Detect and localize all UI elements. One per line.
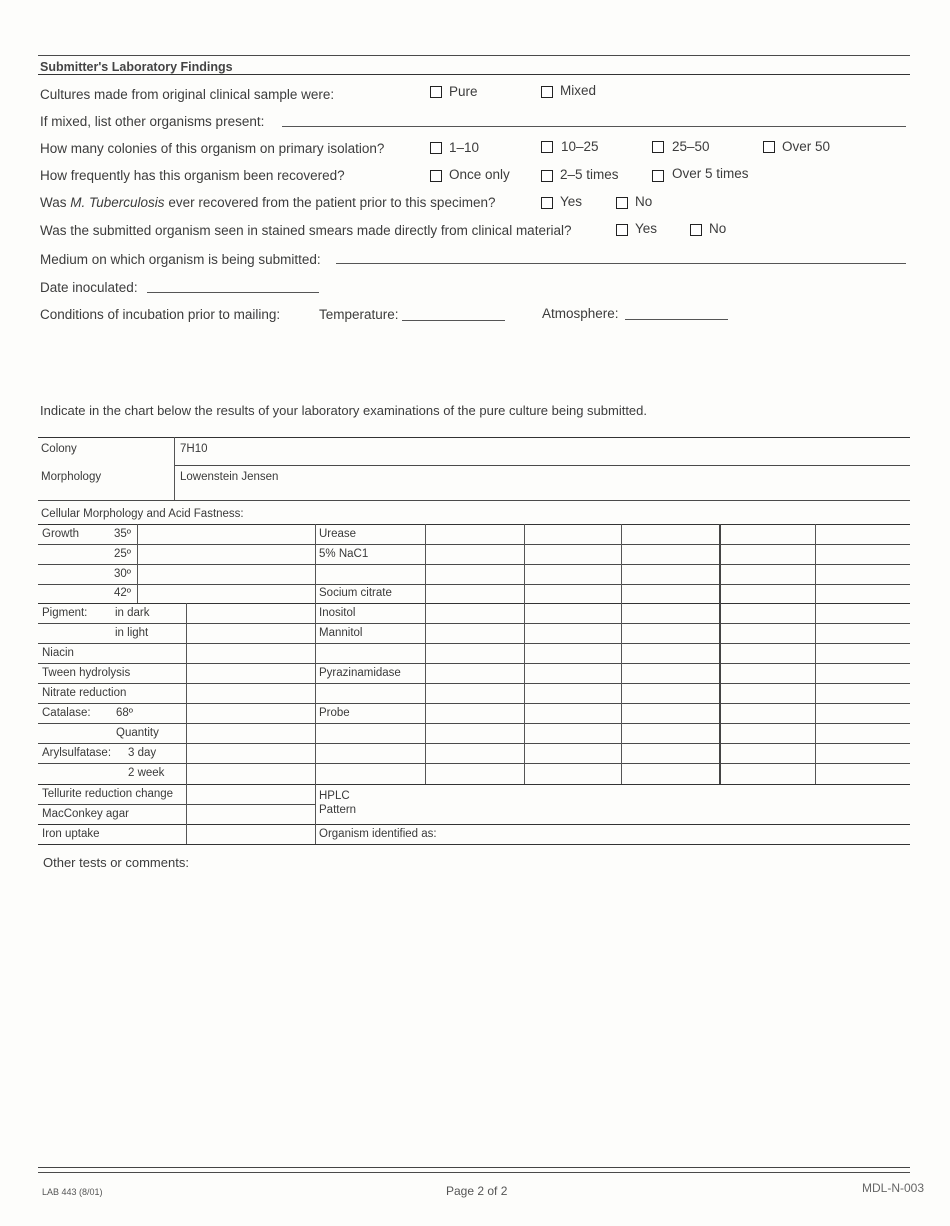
footer-rule-1	[38, 1167, 910, 1168]
right-col-divider-2	[524, 524, 525, 784]
arylsulfatase-label: Arylsulfatase:	[42, 747, 112, 759]
form-number: LAB 443 (8/01)	[42, 1187, 103, 1197]
tb-yes-label: Yes	[560, 194, 583, 209]
grid-row-rule	[38, 544, 910, 545]
nacl-label: 5% NaC1	[319, 548, 369, 560]
growth-temp-divider	[137, 524, 138, 603]
hplc-label: HPLC	[319, 790, 350, 802]
grid-row-rule	[38, 683, 910, 684]
growth-label: Growth	[42, 528, 80, 540]
colony-divider	[174, 437, 175, 500]
center-divider	[315, 524, 316, 844]
aryl-2week-label: 2 week	[128, 767, 165, 779]
grid-row-rule	[38, 643, 910, 644]
tb-question-prefix: Was	[40, 195, 67, 210]
grid-row-rule	[38, 623, 910, 624]
pigment-light-label: in light	[115, 627, 149, 639]
top-rule	[38, 55, 910, 56]
medium-lj: Lowenstein Jensen	[180, 471, 279, 483]
colonies-1-10-checkbox[interactable]	[430, 142, 442, 154]
growth-42-label: 42º	[114, 587, 131, 599]
two-five-times-label: 2–5 times	[560, 167, 619, 182]
mixed-checkbox[interactable]	[541, 86, 553, 98]
date-inoculated-label: Date inoculated:	[40, 280, 138, 295]
growth-30-label: 30º	[114, 568, 131, 580]
grid-top-rule	[38, 524, 910, 525]
medium-question: Medium on which organism is being submitted:	[40, 252, 321, 267]
grid-bottom-rule	[38, 844, 910, 845]
page-number: Page 2 of 2	[446, 1184, 508, 1198]
colonies-over-50-checkbox[interactable]	[763, 141, 775, 153]
smear-yes-checkbox[interactable]	[616, 224, 628, 236]
niacin-label: Niacin	[42, 647, 74, 659]
chart-intro: Indicate in the chart below the results of your laboratory examinations of the pure culture being submitted.	[40, 403, 648, 418]
right-col-divider-5	[815, 524, 816, 784]
catalase-label: Catalase:	[42, 707, 91, 719]
once-only-checkbox[interactable]	[430, 170, 442, 182]
colony-top-rule	[38, 437, 910, 438]
once-only-label: Once only	[449, 167, 510, 182]
mannitol-label: Mannitol	[319, 627, 363, 639]
medium-field[interactable]	[336, 263, 906, 264]
citrate-label: Socium citrate	[319, 587, 392, 599]
other-tests-label: Other tests or comments:	[43, 855, 189, 870]
tb-yes-checkbox[interactable]	[541, 197, 553, 209]
colonies-10-25-checkbox[interactable]	[541, 141, 553, 153]
colony-label: Colony	[41, 443, 77, 455]
section-title: Submitter's Laboratory Findings	[40, 60, 233, 74]
colonies-25-50-label: 25–50	[672, 139, 710, 154]
urease-label: Urease	[319, 528, 357, 540]
pigment-label: Pigment:	[42, 607, 88, 619]
medium-7h10: 7H10	[180, 443, 208, 455]
two-five-times-checkbox[interactable]	[541, 170, 553, 182]
pure-checkbox[interactable]	[430, 86, 442, 98]
colony-mid-rule	[174, 465, 910, 466]
smear-no-checkbox[interactable]	[690, 224, 702, 236]
grid-row-rule	[38, 784, 910, 785]
growth-25-label: 25º	[114, 548, 131, 560]
tb-question-organism: M. Tuberculosis	[70, 195, 165, 210]
mixed-organisms-field[interactable]	[282, 126, 906, 127]
probe-label: Probe	[319, 707, 350, 719]
conditions-label: Conditions of incubation prior to mailing:	[40, 307, 281, 322]
tb-no-label: No	[635, 194, 653, 209]
morphology-label: Morphology	[41, 471, 102, 483]
cultures-question: Cultures made from original clinical sample were:	[40, 87, 335, 102]
growth-35-label: 35º	[114, 528, 131, 540]
document-stamp: MDL-N-003	[862, 1181, 925, 1195]
date-inoculated-field[interactable]	[147, 292, 319, 293]
quantity-label: Quantity	[116, 727, 159, 739]
hplc-pattern-label: Pattern	[319, 804, 357, 816]
smear-question: Was the submitted organism seen in stained smears made directly from clinical material?	[40, 223, 572, 238]
tellurite-label: Tellurite reduction change	[42, 788, 174, 800]
grid-row-rule	[38, 663, 910, 664]
smear-no-label: No	[709, 221, 727, 236]
right-col-divider-3	[621, 524, 622, 784]
over-five-times-label: Over 5 times	[672, 166, 749, 181]
colonies-10-25-label: 10–25	[561, 139, 599, 154]
grid-row-rule	[38, 743, 910, 744]
section-rule	[38, 74, 910, 75]
aryl-3day-label: 3 day	[128, 747, 157, 759]
colony-bottom-rule	[38, 500, 910, 501]
colonies-question: How many colonies of this organism on primary isolation?	[40, 141, 385, 156]
mixed-organisms-question: If mixed, list other organisms present:	[40, 114, 265, 129]
tb-no-checkbox[interactable]	[616, 197, 628, 209]
footer-rule-2	[38, 1172, 910, 1173]
organism-identified-label: Organism identified as:	[319, 828, 437, 840]
atmosphere-label: Atmosphere:	[542, 306, 619, 321]
right-col-divider-4	[719, 524, 721, 784]
grid-row-rule	[38, 564, 910, 565]
nitrate-label: Nitrate reduction	[42, 687, 127, 699]
over-five-times-checkbox[interactable]	[652, 170, 664, 182]
mixed-label: Mixed	[560, 83, 597, 98]
pure-label: Pure	[449, 84, 478, 99]
grid-row-rule	[38, 763, 910, 764]
tb-question-suffix: ever recovered from the patient prior to this specimen?	[168, 195, 496, 210]
colonies-1-10-label: 1–10	[449, 140, 480, 155]
pyrazinamidase-label: Pyrazinamidase	[319, 667, 401, 679]
grid-row-rule	[38, 723, 910, 724]
macconkey-label: MacConkey agar	[42, 808, 129, 820]
cellular-morphology-label: Cellular Morphology and Acid Fastness:	[41, 508, 244, 520]
tween-label: Tween hydrolysis	[42, 667, 131, 679]
pigment-dark-label: in dark	[115, 607, 150, 619]
grid-row-rule	[38, 603, 910, 604]
tb-question	[40, 195, 495, 210]
left-value-divider	[186, 603, 187, 844]
inositol-label: Inositol	[319, 607, 356, 619]
smear-yes-label: Yes	[635, 221, 658, 236]
colonies-25-50-checkbox[interactable]	[652, 141, 664, 153]
catalase-68-label: 68º	[116, 707, 133, 719]
grid-row-rule-left	[38, 804, 315, 805]
grid-row-rule	[38, 824, 910, 825]
iron-uptake-label: Iron uptake	[42, 828, 100, 840]
temperature-field[interactable]	[402, 320, 505, 321]
grid-row-rule	[38, 584, 910, 585]
atmosphere-field[interactable]	[625, 319, 728, 320]
colonies-over-50-label: Over 50	[782, 139, 831, 154]
frequency-question: How frequently has this organism been recovered?	[40, 168, 345, 183]
right-col-divider-1	[425, 524, 426, 784]
grid-row-rule	[38, 703, 910, 704]
temperature-label: Temperature:	[319, 307, 399, 322]
